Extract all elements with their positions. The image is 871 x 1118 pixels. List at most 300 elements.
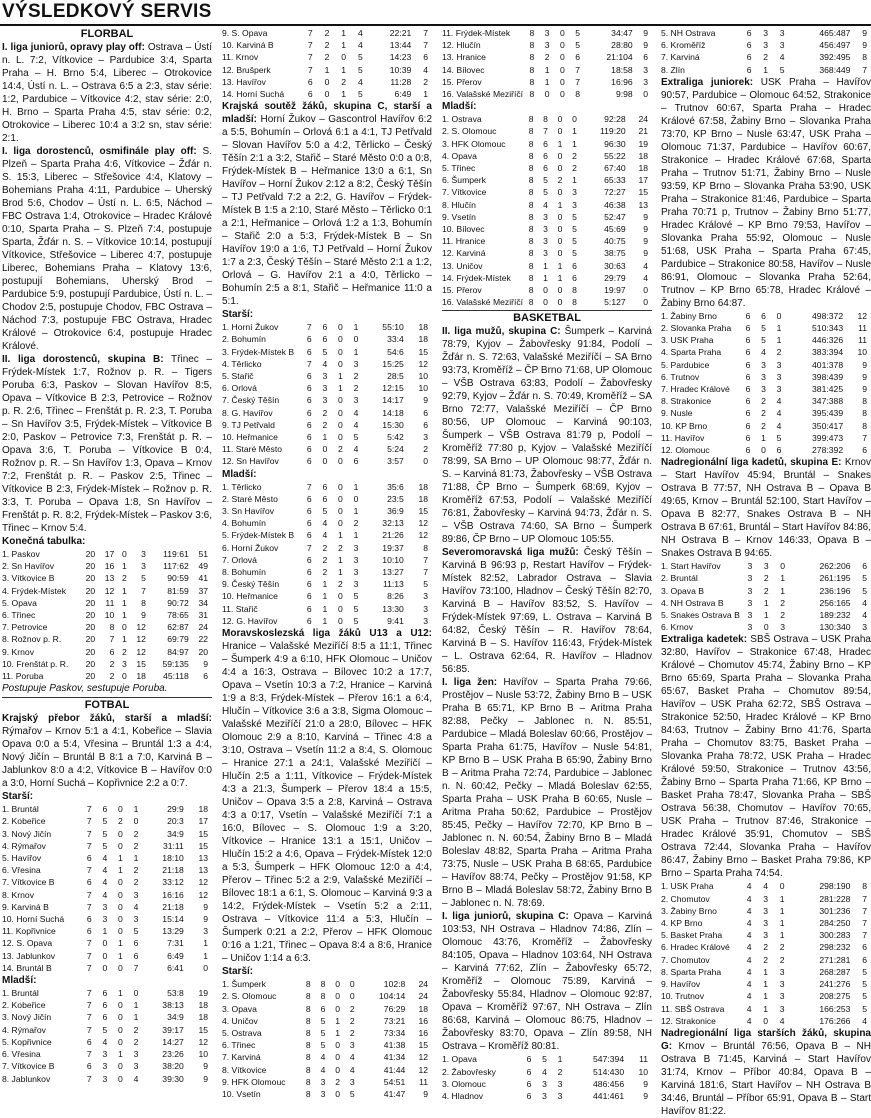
stat-cell: 11:28 — [390, 76, 412, 87]
team-name: 11. Stařič — [222, 603, 258, 614]
stat-cell: 3 — [322, 371, 328, 382]
stat-cell: 14:27 — [162, 1036, 184, 1047]
stat-cell: 0 — [335, 1040, 341, 1051]
stat-cell: 4 — [746, 1015, 752, 1026]
stat-cell: 15 — [418, 1040, 428, 1051]
standings-table — [442, 1053, 652, 1102]
stat-cell: 3 — [423, 591, 428, 602]
stat-cell: 17 — [198, 816, 208, 827]
table-row — [442, 39, 652, 51]
stat-cell: 3 — [572, 187, 577, 198]
team-name: 6. Třinec — [222, 1040, 256, 1051]
stat-cell: 7 — [86, 950, 92, 961]
table-row — [442, 1066, 652, 1078]
results-paragraph — [2, 41, 212, 145]
stat-cell: 96:30 — [604, 138, 626, 149]
team-name: 9. HFK Olomouc — [222, 1076, 286, 1087]
results-paragraph — [442, 676, 652, 910]
stat-cell: 9 — [643, 1078, 648, 1089]
stat-cell: 261:195 — [819, 573, 851, 584]
stat-cell: 72:27 — [604, 187, 626, 198]
stat-cell: 8 — [305, 1052, 311, 1063]
table-row — [222, 517, 432, 529]
stat-cell: 3 — [544, 40, 550, 51]
stat-cell: 7 — [86, 938, 92, 949]
table-row — [661, 929, 871, 941]
stat-cell: 7 — [862, 930, 867, 941]
stat-cell: 1 — [763, 979, 768, 990]
team-name: 15. Přerov — [442, 76, 482, 87]
stat-cell: 0 — [338, 506, 343, 517]
stat-cell: 0 — [338, 395, 343, 406]
match-results: Krnov – Bruntál 76:56, Opava B – NH Ostrava B 71:45, Karviná – Start Havířov 31:74, Krnov – Příbor 40:84, Opava B – Karviná 181:6, Start Havířov – NH Ostrava B 34:46, Bruntál – Příbor 65:91, Opava B – Start Havířov 81:22. — [661, 1040, 871, 1117]
stat-cell: 4 — [322, 530, 328, 541]
stat-cell: 8 — [528, 138, 534, 149]
stat-cell: 1 — [133, 1012, 139, 1023]
stat-cell: 8 — [528, 211, 534, 222]
stat-cell: 0 — [121, 549, 127, 559]
team-name: 2. Kobeřice — [2, 816, 46, 827]
column-1 — [2, 27, 212, 1084]
table-row — [442, 211, 652, 223]
table-row — [222, 321, 432, 333]
stat-cell: 1 — [203, 938, 208, 949]
stat-cell: 45:118 — [163, 671, 189, 682]
stat-cell: 3 — [349, 1076, 355, 1087]
team-name: 6. Vřesina — [2, 865, 41, 876]
stat-cell: 4 — [322, 518, 328, 529]
stat-cell: 30:63 — [604, 260, 626, 271]
stat-cell: 1 — [324, 64, 330, 75]
table-row — [2, 828, 212, 840]
stat-cell: 1 — [322, 603, 328, 614]
stat-cell: 0 — [543, 285, 548, 296]
stat-cell: 53:8 — [167, 988, 184, 999]
team-name: 8. Bohumín — [222, 567, 266, 578]
stat-cell: 0 — [338, 603, 343, 614]
stat-cell: 4 — [133, 901, 139, 912]
team-name: 9. Krnov — [2, 646, 35, 657]
stat-cell: 4 — [357, 28, 363, 38]
stat-cell: 0 — [349, 991, 355, 1002]
stat-cell: 1 — [423, 89, 428, 100]
stat-cell: 7 — [86, 828, 92, 839]
stat-cell: 19 — [198, 988, 208, 999]
stat-cell: 0 — [118, 804, 123, 815]
stat-cell: 3 — [353, 554, 359, 565]
stat-cell: 18 — [638, 150, 648, 161]
stat-cell: 1 — [543, 272, 548, 283]
stat-cell: 11 — [858, 335, 867, 346]
stat-cell: 7 — [109, 634, 115, 645]
table-subheading: Mladší: — [222, 468, 257, 480]
stat-cell: 0 — [338, 518, 343, 529]
match-results: Ostrava – Ústí n. L. 7:2, Vítkovice – Pardubice 3:4, Sparta Praha – H. Brno 5:4, Liberec – Otrokovice 14:4, Ústí n. L. – Ostrava 6:5 a 2:3, stav série: 1:2, Pardubice – Vítkovice 4:2, stav série: 2:0, H. Brno – Sparta Praha 4:5, stav série: 0:2, Otrokovice – Liberec 10:4 a 3:2 sn, stav série: 2:1. — [2, 42, 212, 144]
stat-cell: 1 — [133, 853, 139, 864]
table-row — [661, 371, 871, 383]
stat-cell: 6 — [543, 138, 548, 149]
table-row — [661, 334, 871, 346]
stat-cell: 17 — [104, 549, 115, 559]
stat-cell: 3 — [779, 991, 785, 1002]
stat-cell: 2 — [324, 28, 330, 38]
table-row — [222, 1076, 432, 1088]
stat-cell: 9 — [862, 28, 867, 38]
stat-cell: 1 — [341, 64, 347, 75]
team-name: 16. Valašské Meziříčí — [442, 89, 524, 100]
table-row — [442, 1078, 652, 1090]
stat-cell: 6 — [322, 334, 328, 345]
table-row — [661, 990, 871, 1002]
stat-cell: 347:388 — [812, 396, 844, 407]
stat-cell: 1 — [763, 1003, 768, 1014]
team-name: 7. Orlová — [222, 554, 257, 565]
stat-cell: 5 — [572, 211, 577, 222]
table-subheading: Konečná tabulka: — [2, 536, 86, 547]
stat-cell: 3 — [322, 383, 328, 394]
stat-cell: 18 — [418, 493, 428, 504]
stat-cell: 1 — [353, 530, 359, 541]
stat-cell: 300:283 — [819, 930, 851, 941]
stat-cell: 5 — [102, 1024, 108, 1035]
stat-cell: 3 — [763, 905, 768, 916]
team-name: 11. Havířov — [661, 432, 705, 443]
team-name: 10. Karviná B — [222, 40, 274, 51]
stat-cell: 6 — [102, 1012, 108, 1023]
team-name: 5. Basket Praha — [661, 930, 723, 941]
stat-cell: 0 — [118, 1000, 123, 1011]
stat-cell: 4 — [746, 918, 752, 929]
team-name: 10. Heřmanice — [222, 591, 278, 602]
stat-cell: 12:15 — [382, 383, 404, 394]
team-name: 5. Stařič — [222, 371, 254, 382]
stat-cell: 2 — [423, 444, 428, 455]
stat-cell: 10 — [857, 347, 867, 358]
team-name: 3. Žabiny Brno — [661, 905, 717, 916]
stat-cell: 0 — [560, 89, 565, 100]
table-row — [2, 999, 212, 1011]
stat-cell: 12 — [136, 646, 146, 657]
stat-cell: 2 — [763, 954, 768, 965]
stat-cell: 2 — [349, 1003, 355, 1014]
stat-cell: 4 — [353, 407, 359, 418]
results-paragraph — [442, 910, 652, 1053]
stat-cell: 1 — [557, 199, 563, 210]
stat-cell: 8 — [423, 542, 428, 553]
stat-cell: 6 — [306, 506, 312, 517]
stat-cell: 0 — [338, 432, 343, 443]
stat-cell: 4 — [779, 52, 785, 63]
stat-cell: 12 — [418, 530, 428, 541]
stat-cell: 4 — [776, 408, 782, 419]
stat-cell: 0 — [557, 126, 563, 137]
stat-cell: 104:14 — [379, 991, 406, 1002]
stat-cell: 19:97 — [604, 285, 626, 296]
stat-cell: 11 — [105, 597, 115, 608]
section-heading-florbal: FLORBAL — [80, 28, 134, 40]
table-row — [442, 260, 652, 272]
stat-cell: 8 — [528, 272, 534, 283]
stat-cell: 2 — [133, 840, 139, 851]
stat-cell: 1 — [543, 260, 548, 271]
stat-cell: 2 — [763, 573, 769, 584]
table-row — [661, 905, 871, 917]
stat-cell: 38:75 — [604, 248, 626, 259]
stat-cell: 20 — [85, 646, 96, 657]
table-row — [661, 621, 871, 633]
stat-cell: 2 — [109, 671, 115, 682]
team-name: 13. Uničov — [442, 260, 483, 271]
match-results: Šumperk – Karviná 78:79, Kyjov – Žabovřesky 91:84, Podolí – Žďár n. S. 72:63, Valašské Meziříčí – SA Brno 93:73, Kroměříž – ČP Brno 71:68, UP Olomouc – VŠB Ostrava 63:83, Podolí – Žabovřesky 92:79, Kyjov – Žďár n. S. 70:49, Kroměříž – SA Brno 72:77, Valašské Meziříčí – ČP Brno 80:56, UP Olomouc – Karviná 90:103, Šumperk – VŠB Ostrava 81:79 p, Podolí – Kroměříž 77:80 p, Kyjov – Valašské Meziříčí 78:99, SA Brno – UP Olomouc 98:77, Žďár n. S. – Karviná 81:73, Žabovřesky – VŠB Ostrava 71:88, ČP Brno – Šumperk 68:69, Kyjov – Kroměříž 67:53, Podolí – Valašské Meziříčí 76:81, Žabovřesky – Karviná 94:73, Žďár n. S. – VŠB Ostrava 74:60, SA Brno – Šumperk 89:86, ČP Brno – UP Olomouc 105:55. — [442, 326, 652, 546]
team-name: 2. Chomutov — [661, 893, 710, 904]
stat-cell: 4 — [763, 881, 768, 892]
stat-cell: 2 — [776, 347, 782, 358]
stat-cell: 9 — [643, 211, 648, 222]
team-name: 8. Krnov — [2, 889, 35, 900]
table-row — [661, 39, 871, 51]
stat-cell: 13:44 — [389, 40, 412, 51]
stat-cell: 3 — [141, 561, 146, 572]
stat-cell: 0 — [338, 591, 343, 602]
stat-cell: 6 — [745, 384, 751, 395]
stat-cell: 8 — [305, 1003, 311, 1014]
table-row — [222, 394, 432, 406]
stat-cell: 9:41 — [387, 615, 404, 626]
team-name: 5. Frýdek-Místek B — [222, 530, 295, 541]
table-note: Postupuje Paskov, sestupuje Poruba. — [2, 683, 168, 695]
stat-cell: 8 — [305, 979, 311, 990]
team-name: 1. Start Havířov — [661, 561, 721, 572]
results-paragraph — [2, 712, 212, 790]
stat-cell: 0 — [203, 962, 208, 973]
stat-cell: 298:190 — [819, 881, 851, 892]
stat-cell: 23:5 — [387, 493, 404, 504]
stat-cell: 20 — [85, 573, 96, 584]
stat-cell: 6 — [306, 518, 312, 529]
stat-cell: 7 — [862, 432, 867, 443]
stat-cell: 84:97 — [167, 646, 189, 657]
stat-cell: 2 — [335, 1076, 341, 1087]
stat-cell: 102:8 — [383, 979, 406, 990]
match-results: Horní Žukov – Gascontrol Havířov 6:2 a 5:5, Bohumín – Orlová 6:1 a 4:1, TJ Petřvald – Slovan Havířov 5:0 a 4:2, Těrlicko – Český Těšín 2:1 a 3:2, Stařič – Staré Město 0:0 a 0:8, Frýdek-Místek B – Heřmanice 13:0 a 6:1, Sn Havířov – Horní Žukov 2:12 a 8:2, Český Těšín – TJ Petřvald 7:2 a 2:2, G. Havířov – Frýdek-Místek B 1:5 a 2:10, Staré Město – Těrlicko 0:1 a 2:1, Heřmanice – Orlová 1:2 a 1:3, Bohumín – Stařič 2:0 a 5:3, Frýdek-Místek B – Sn Havířov 19:0 a 1:6, TJ Petřvald – Horní Žukov 1:7 a 2:3, Český Těšín – Staré Město 2:1 a 1:2, Orlová – G. Havířov 2:1 a 4:0, Těrlicko – Bohumín 2:5 a 8:1, Stařič – Heřmanice 11:0 a 5:1. — [222, 114, 432, 308]
stat-cell: 5 — [353, 432, 359, 443]
stat-cell: 8 — [528, 163, 534, 174]
stat-cell: 3:57 — [387, 456, 404, 467]
stat-cell: 1 — [776, 323, 782, 334]
stat-cell: 6 — [862, 954, 867, 965]
results-paragraph — [661, 76, 871, 310]
team-name: 8. Zlín — [661, 64, 685, 75]
stat-cell: 3 — [763, 28, 768, 38]
stat-cell: 0 — [557, 248, 563, 259]
table-row — [661, 310, 871, 322]
stat-cell: 5 — [543, 187, 548, 198]
stat-cell: 16:96 — [611, 76, 633, 87]
table-row — [661, 954, 871, 966]
table-row — [222, 27, 432, 39]
stat-cell: 4 — [746, 991, 752, 1002]
stat-cell: 7 — [575, 76, 581, 87]
stat-cell: 3 — [133, 889, 139, 900]
competition-name: I. liga dorostenců, osmifinále play off: — [2, 146, 197, 157]
team-name: 1. Bruntál — [2, 804, 39, 815]
stat-cell: 4 — [349, 1052, 355, 1063]
stat-cell: 6 — [306, 615, 312, 626]
table-row — [661, 966, 871, 978]
stat-cell: 6 — [322, 322, 328, 333]
stat-cell: 3 — [543, 211, 548, 222]
table-row — [222, 407, 432, 419]
stat-cell: 39:30 — [162, 1073, 184, 1084]
stat-cell: 3 — [423, 603, 428, 614]
stat-cell: 6 — [526, 1091, 532, 1102]
stat-cell: 0 — [118, 1036, 123, 1047]
results-paragraph — [222, 627, 432, 965]
stat-cell: 6 — [306, 567, 312, 578]
stat-cell: 12 — [418, 1064, 428, 1075]
stat-cell: 3 — [747, 573, 753, 584]
competition-name: Nadregionální liga starších žáků, skupina G: — [661, 1027, 871, 1052]
stat-cell: 4 — [746, 930, 752, 941]
stat-cell: 6 — [862, 445, 867, 456]
stat-cell: 9 — [423, 1088, 428, 1099]
stat-cell: 3 — [121, 658, 127, 669]
table-row — [661, 27, 871, 39]
stat-cell: 456:497 — [819, 40, 851, 51]
stat-cell: 6 — [86, 877, 92, 888]
stat-cell: 8 — [529, 28, 535, 38]
stat-cell: 6 — [86, 914, 92, 925]
stat-cell: 1 — [557, 260, 563, 271]
stat-cell: 4 — [746, 954, 752, 965]
stat-cell: 5 — [322, 506, 328, 517]
table-row — [442, 235, 652, 247]
team-name: 2. Žabovřesky — [442, 1066, 496, 1077]
stat-cell: 33:12 — [162, 877, 184, 888]
stat-cell: 1 — [335, 1027, 341, 1038]
table-subheading: Starší: — [222, 966, 254, 978]
stat-cell: 0 — [557, 114, 563, 125]
stat-cell: 6 — [133, 950, 139, 961]
stat-cell: 2 — [322, 542, 328, 553]
stat-cell: 0 — [761, 445, 766, 456]
stat-cell: 3 — [776, 359, 782, 370]
stat-cell: 0 — [324, 89, 330, 100]
stat-cell: 22 — [198, 634, 208, 645]
stat-cell: 3 — [557, 1091, 563, 1102]
stat-cell: 3 — [141, 549, 146, 559]
stat-cell: 383:394 — [812, 347, 844, 358]
team-name: 4. Bohumín — [222, 518, 266, 529]
stat-cell: 0 — [118, 962, 123, 973]
table-row — [661, 893, 871, 905]
stat-cell: 9 — [141, 610, 146, 621]
stat-cell: 8:26 — [387, 591, 404, 602]
table-row — [2, 889, 212, 901]
stat-cell: 6 — [745, 359, 751, 370]
stat-cell: 5 — [543, 175, 548, 186]
stat-cell: 0 — [643, 297, 648, 308]
stat-cell: 1 — [779, 918, 785, 929]
stat-cell: 6 — [423, 407, 428, 418]
standings-table — [442, 113, 652, 308]
stat-cell: 7 — [133, 962, 139, 973]
stat-cell: 0 — [572, 114, 577, 125]
table-row — [661, 941, 871, 953]
stat-cell: 0 — [338, 493, 343, 504]
stat-cell: 18 — [198, 804, 208, 815]
stat-cell: 6 — [746, 64, 752, 75]
stat-cell: 9 — [203, 658, 208, 669]
stat-cell: 6:41 — [167, 962, 184, 973]
table-row — [2, 621, 212, 633]
section-heading-basketbal: BASKETBAL — [442, 310, 652, 325]
stat-cell: 2 — [109, 658, 115, 669]
stat-cell: 9 — [862, 40, 867, 51]
table-row — [442, 150, 652, 162]
stat-cell: 21:26 — [382, 530, 404, 541]
stat-cell: 55:22 — [604, 150, 626, 161]
table-row — [2, 962, 212, 974]
stat-cell: 38:20 — [162, 1061, 184, 1072]
stat-cell: 21:104 — [606, 52, 633, 63]
table-row — [2, 937, 212, 949]
stat-cell: 4 — [746, 893, 752, 904]
stat-cell: 5 — [423, 579, 428, 590]
team-name: 6. Trutnov — [661, 371, 700, 382]
stat-cell: 3 — [102, 1073, 108, 1084]
stat-cell: 1 — [322, 591, 328, 602]
stat-cell: 6 — [306, 603, 312, 614]
table-row — [442, 284, 652, 296]
stat-cell: 13 — [198, 853, 208, 864]
table-row — [661, 51, 871, 63]
stat-cell: 0 — [102, 962, 108, 973]
table-row — [2, 803, 212, 815]
stat-cell: 0 — [322, 444, 328, 455]
stat-cell: 1 — [322, 432, 328, 443]
stat-cell: 6 — [306, 530, 312, 541]
stat-cell: 4 — [102, 865, 108, 876]
stat-cell: 1 — [572, 175, 577, 186]
table-row — [442, 64, 652, 76]
stat-cell: 31 — [198, 610, 208, 621]
results-paragraph — [661, 633, 871, 880]
team-name: 11. Frýdek-Místek — [442, 28, 511, 38]
stat-cell: 12 — [857, 310, 867, 321]
stat-cell: 5 — [862, 979, 867, 990]
stat-cell: 0 — [560, 28, 565, 38]
table-row — [661, 444, 871, 456]
stat-cell: 12 — [198, 1036, 208, 1047]
stat-cell: 1 — [763, 966, 768, 977]
stat-cell: 18 — [418, 481, 428, 492]
stat-cell: 29:79 — [604, 272, 626, 283]
stat-cell: 6 — [575, 52, 581, 63]
stat-cell: 0 — [335, 1003, 341, 1014]
stat-cell: 4 — [322, 358, 328, 369]
table-row — [442, 125, 652, 137]
team-name: 7. Vítkovice B — [2, 877, 55, 888]
stat-cell: 7 — [141, 585, 146, 596]
stat-cell: 0 — [335, 1088, 341, 1099]
stat-cell: 69:79 — [167, 634, 189, 645]
stat-cell: 16 — [104, 561, 115, 572]
stat-cell: 2 — [557, 175, 563, 186]
stat-cell: 8 — [305, 1015, 311, 1026]
stat-cell: 3 — [133, 1061, 139, 1072]
stat-cell: 6 — [526, 1066, 532, 1077]
